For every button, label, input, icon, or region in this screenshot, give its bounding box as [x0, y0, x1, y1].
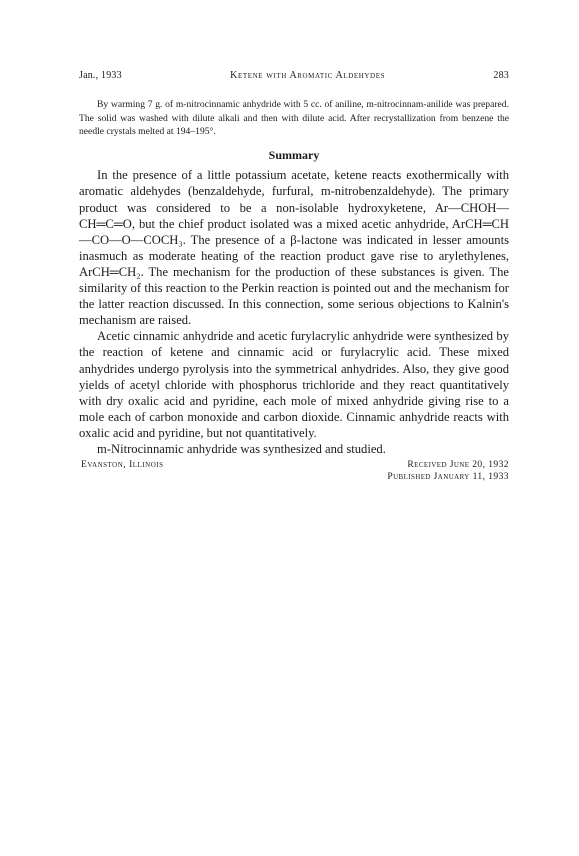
summary-paragraph-3: m-Nitrocinnamic anhydride was synthesized and studied.: [97, 441, 386, 456]
summary-paragraph-2: Acetic cinnamic anhydride and acetic furylacrylic anhydride were synthesized by the reaction of ketene and cinnamic acid or furylacrylic acid. These mixed anhydrides undergo pyrolysis into the symmetrical anhydrides. Also, they give good yields of acetyl chloride with phosphorus trichloride and they react quantitatively with dry oxalic acid and pyridine, each mole of mixed anhydride giving rise to a mole each of carbon monoxide and carbon dioxide. Cinnamic anhydride reacts with oxalic acid and pyridine, but not quantitatively.: [79, 329, 509, 440]
dates-block: [387, 459, 509, 482]
published-date: Published January 11, 1933: [387, 470, 509, 482]
received-date: Received June 20, 1932: [407, 459, 509, 471]
summary-paragraph-1: In the presence of a little potassium acetate, ketene reacts exothermically with aromatic aldehydes (benzaldehyde, furfural, m-nitrobenzaldehyde). The primary product was considered to be a non-isolable hydroxyketene, Ar—CHOH—CH═C═O, but the chief product isolated was a mixed acetic anhydride, ArCH═CH—CO—O—COCH₃. The presence of a β-lactone was indicated in lesser amounts inasmuch as moderate heating of the reaction product gave rise to arylethylenes, ArCH═CH₂. The mechanism for the production of these substances is given. The similarity of this reaction to the Perkin reaction is pointed out and the mechanism for the latter reaction discussed. In this connection, some serious objections to Kalnin's mechanism are raised.: [79, 168, 509, 328]
journal-page: [79, 70, 509, 482]
author-location: Evanston, Illinois: [81, 459, 164, 471]
running-header: [79, 70, 509, 81]
article-footer: [79, 459, 509, 482]
header-title: Ketene with Aromatic Aldehydes: [230, 70, 386, 81]
experimental-paragraph: By warming 7 g. of m-nitrocinnamic anhydride with 5 cc. of aniline, m-nitrocinnam-anilide was prepared. The solid was washed with dilute alkali and then with dilute acid. After recrystallization from benzene the needle crystals melted at 194–195°.: [79, 99, 509, 138]
header-date: Jan., 1933: [79, 70, 122, 81]
page-number: 283: [493, 70, 509, 81]
summary-heading: Summary: [268, 148, 320, 163]
